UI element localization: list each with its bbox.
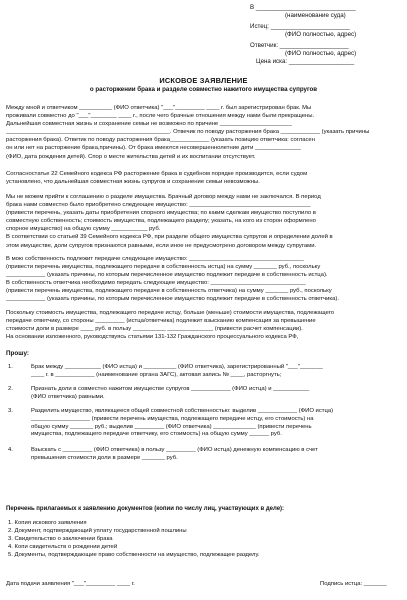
list-item: 2. Документ, подтверждающий уплату государственной пошлины (8, 527, 187, 534)
text-line: В собственность ответчика необходимо передать следующее имущество: _____________________________ (6, 280, 306, 287)
text-line: установлено, что дальнейшая совместная жизнь супругов и сохранение семьи невозможны. (6, 179, 260, 186)
text-line: этом имуществе, доли супругов признаются равными, если иное не предусмотрено договором между супругами. (6, 242, 317, 249)
text-line: __________________________________________________. Отвечик по поводу расторжения брака ____________ (указать причины (6, 129, 370, 136)
list-item: 1. Копия искового заявления (8, 520, 87, 526)
text-line: Поскольку стоимость имущества, подлежащего передаче истцу, больше (меньше) стоимости имущества, подлежащего (6, 310, 335, 316)
request-number: 1. (8, 364, 13, 370)
text-line: совместную собственность; стоимость имущества, подлежащего разделу; указать, на кого из сторон оформлено (6, 218, 316, 225)
list-item: 5. Документы, подтверждающие право собственности на имущество, подлежащее разделу. (8, 551, 260, 558)
document-title: ИСКОВОЕ ЗАЯВЛЕНИЕ (159, 76, 248, 85)
text-line: превышения стоимости доли в размере _______ руб. (31, 454, 178, 461)
text-line: Взыскать с _________ (ФИО ответчика) в пользу _________ (ФИО истца) денежную компенсацию в счет (31, 447, 318, 453)
text-line: он или нет на расторжение брака,причины). От брака имеются несовершеннолетние дети ______________ (6, 145, 301, 152)
text-line: ____________ (указать причины, по которым перечисленное имущество подлежит передаче в собственность ответчика). (6, 296, 340, 303)
paragraph-division (6, 255, 404, 304)
court-line: В _____________________________ (250, 4, 356, 11)
court-caption: (наименование суда) (285, 11, 346, 19)
text-line: (привести перечень имущества, подлежащего передаче в собственность ответчика) на сумму _______ руб., поскольку (6, 288, 332, 295)
text-line: ____ г. в ____________ (наименование органа ЗАГС), актовая запись № ____, расторгнуть; (31, 371, 282, 378)
text-line: Мы не можем прийти к соглашению о разделе имущества. Брачный договор между нами не заключался. В период (6, 194, 321, 200)
list-item: 4. Копи свидетельств о рождении детей (8, 543, 118, 550)
attachments-label: Перечень прилагаемых к заявлению документов (копии по числу лиц, участвующих в деле): (6, 506, 285, 512)
text-line: общую сумму _______ руб.; выделив _________ (ФИО ответчика) _____________ (привести перечень (31, 423, 312, 430)
filing-date: Дата подачи заявления "___"_________ ____ г. (6, 581, 135, 587)
plaintiff-line: Истец: _______________________ (250, 23, 350, 31)
paragraph-marriage (6, 104, 404, 161)
request-number: 2. (8, 386, 13, 392)
text-line: Согласностатье 22 Семейного кодекса РФ расторжение брака в судебном порядке производится, если судом (6, 171, 308, 177)
text-line: Дальнейшая совместная жизнь и сохранение семьи не возможно по причине ______________________ (6, 121, 292, 128)
text-line: (привести перечень имущества, подлежащего передаче в собственность истца) на сумму _______ руб., поскольку (6, 264, 321, 271)
text-line: Разделить имущество, являющееся общей совместной собственностью: выделив ____________ (ФИО истца) (31, 408, 334, 414)
text-line: имущества, подлежащего передаче ответчику, его стоимость) на общую сумму ______ руб. (31, 431, 282, 438)
plaintiff-signature: Подпись истца: _______ (320, 581, 387, 587)
text-line: (ФИО ответчика) равными. (31, 393, 105, 400)
text-line: Признать доли в совместно нажитом имуществе супругов ____________ (ФИО истца) и ___________ (31, 386, 310, 392)
text-line: (привести перечень, указать даты приобретения спорного имущества; по каким сделкам имущество поступило в (6, 210, 316, 217)
document-subtitle: о расторжении брака и разделе совместно нажитого имущества супругов (89, 86, 318, 93)
header-block (250, 4, 400, 65)
text-line: __________________ (привести перечень имущества, подлежащего передаче истцу, его стоимость) на (31, 415, 314, 422)
paragraph-compensation (6, 309, 404, 341)
text-line: В соответствии со статьей 39 Семейного кодекса РФ, при разделе общего имущества супругов и определении долей в (6, 234, 333, 241)
text-line: На основании изложенного, руководствуясь статьями 131-132 Гражданского процессуального кодекса РФ, (6, 334, 299, 341)
text-line: передаче ответчику, со стороны _________ (истца/ответчика) подлежит взысканию компенсация за превышение (6, 318, 316, 325)
text-line: В мою собственность подлежит передаче следующее имущество: ___________________________________ (6, 256, 304, 262)
defendant-caption: (ФИО полностью, адрес) (285, 49, 357, 57)
attachments-list (8, 520, 259, 560)
text-line: стоимости доли в размере ____ руб. в пользу __________ ______________ (привести расчет компенсации). (6, 326, 303, 333)
text-line: Между мной и ответчиком __________ (ФИО ответчика) "___"_________ ____ г. был зарегистрирован брак. Мы (6, 105, 312, 111)
text-line: (ФИО, дата рождения детей). Спор о месте жительства детей и их воспитании отсутствует. (6, 153, 256, 160)
text-line: расторжения брака). Ответик по поводу расторжения брака____________ (указать позицию ответчика: согласен (6, 137, 315, 144)
text-line: брака нами совместно было приобретено следующее имущество: _____________________________________ (6, 202, 311, 209)
list-item: 3. Свидетельство о заключении брака (8, 535, 113, 542)
text-line: Брак между ___________ (ФИО истца) и __________ (ФИО ответчика), зарегистрированный "___"_______ (31, 364, 323, 370)
paragraph-law (6, 170, 404, 186)
request-label: Прошу: (6, 350, 29, 357)
text-line: спорное имущество) на общую сумму ___________ руб. (6, 226, 161, 233)
plaintiff-caption: (ФИО полностью, адрес) (285, 30, 357, 38)
paragraph-property (6, 193, 404, 250)
claim-price-line: Цена иска: ___________________ (256, 57, 355, 65)
defendant-line: Ответчик: ____________________ (250, 42, 349, 50)
request-number: 3. (8, 408, 13, 414)
text-line: проживали совместно до "___"________ ____ г., после чего брачные отношения между нами были прекращены. (6, 113, 315, 120)
request-number: 4. (8, 447, 13, 453)
text-line: ____________ (указать причины, по которым перечисленное имущество подлежит передаче в собственность истца). (6, 272, 328, 279)
